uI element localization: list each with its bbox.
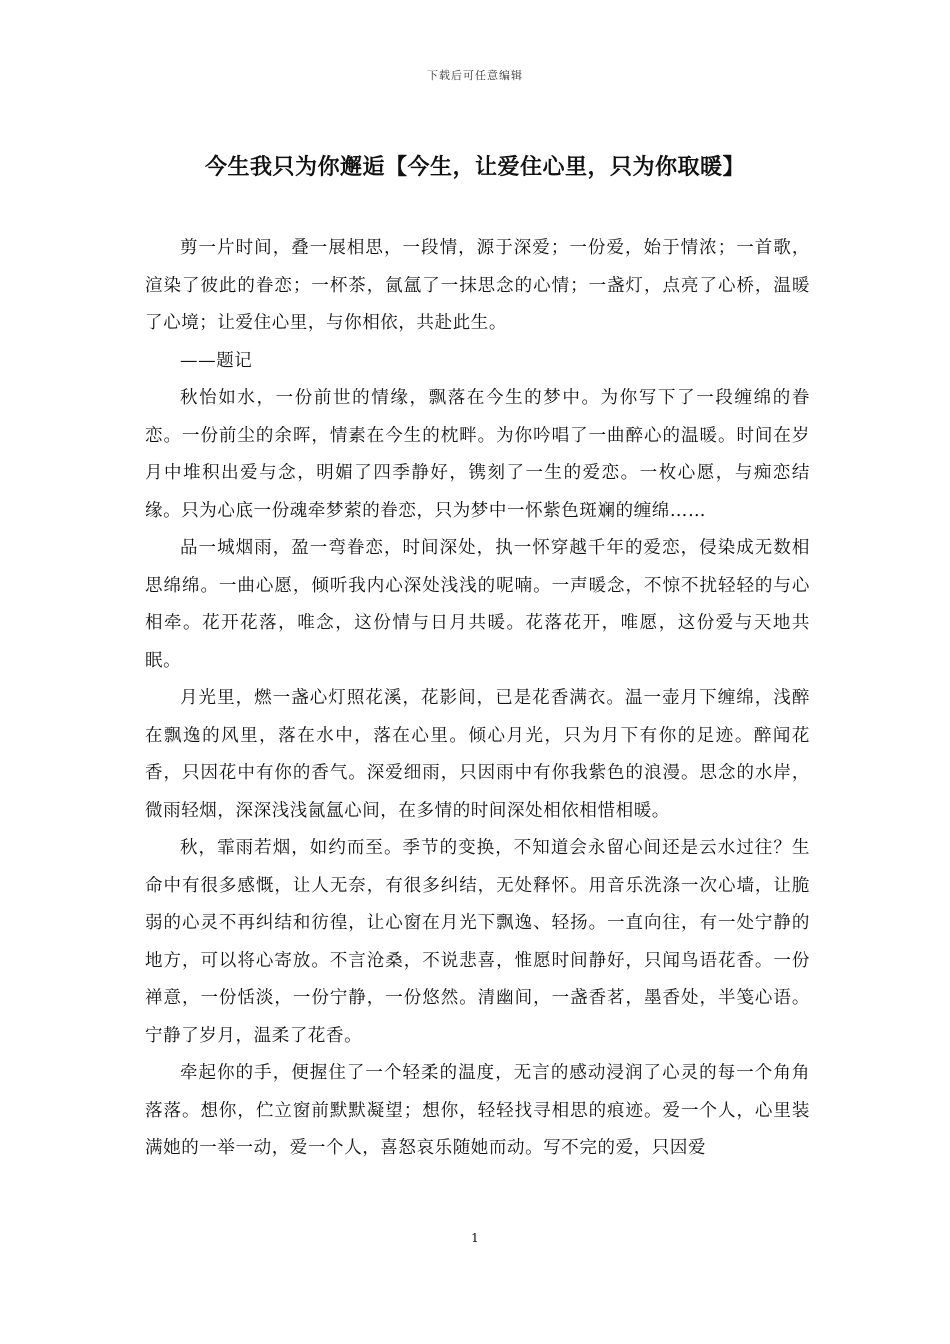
- paragraph: 品一城烟雨，盈一弯眷恋，时间深处，执一怀穿越千年的爱恋，侵染成无数相思绵绵。一曲心愿，倾听我内心深处浅浅的呢喃。一声暖念，不惊不扰轻轻的与心相牵。花开花落，唯念，这份情与日月共暖。花落花开，唯愿，这份爱与天地共眠。: [145, 538, 810, 671]
- paragraph: 秋，霏雨若烟，如约而至。季节的变换，不知道会永留心间还是云水过往？生命中有很多感慨，让人无奈，有很多纠结，无处释怀。用音乐洗涤一次心墙，让脆弱的心灵不再纠结和彷徨，让心窗在月光下飘逸、轻扬。一直向往，有一处宁静的地方，可以将心寄放。不言沧桑，不说悲喜，惟愿时间静好，只闻鸟语花香。一份禅意，一份恬淡，一份宁静，一份悠然。清幽间，一盏香茗，墨香处，半笺心语。宁静了岁月，温柔了花香。: [145, 838, 810, 1046]
- epigraph-attribution: ——题记: [180, 350, 253, 371]
- document-body: [145, 230, 810, 1168]
- paragraph: 牵起你的手，便握住了一个轻柔的温度，无言的感动浸润了心灵的每一个角角落落。想你，伫立窗前默默凝望；想你，轻轻找寻相思的痕迹。爱一个人，心里装满她的一举一动，爱一个人，喜怒哀乐随她而动。写不完的爱，只因爱: [145, 1063, 810, 1158]
- header-note: 下载后可任意编辑: [427, 69, 523, 82]
- paragraph-preface: 剪一片时间，叠一展相思，一段情，源于深爱；一份爱，始于情浓；一首歌，渲染了彼此的眷恋；一杯茶，氤氲了一抹思念的心情；一盏灯，点亮了心桥，温暖了心境；让爱住心里，与你相依，共赴此生。: [145, 238, 810, 333]
- paragraph: 秋怡如水，一份前世的情缘，飘落在今生的梦中。为你写下了一段缠绵的眷恋。一份前尘的余晖，情素在今生的枕畔。为你吟唱了一曲醉心的温暖。时间在岁月中堆积出爱与念，明媚了四季静好，镌刻了一生的爱恋。一枚心愿，与痴恋结缘。只为心底一份魂牵梦萦的眷恋，只为梦中一怀紫色斑斓的缠绵……: [145, 388, 810, 521]
- paragraph: 月光里，燃一盏心灯照花溪，花影间，已是花香满衣。温一壶月下缠绵，浅醉在飘逸的风里，落在水中，落在心里。倾心月光，只为月下有你的足迹。醉闻花香，只因花中有你的香气。深爱细雨，只因雨中有你我紫色的浪漫。思念的水岸，微雨轻烟，深深浅浅氤氲心间，在多情的时间深处相依相惜相暖。: [145, 688, 810, 821]
- page-number: 1: [471, 1231, 479, 1245]
- document-title: 今生我只为你邂逅【今生，让爱住心里，只为你取暖】: [204, 154, 745, 180]
